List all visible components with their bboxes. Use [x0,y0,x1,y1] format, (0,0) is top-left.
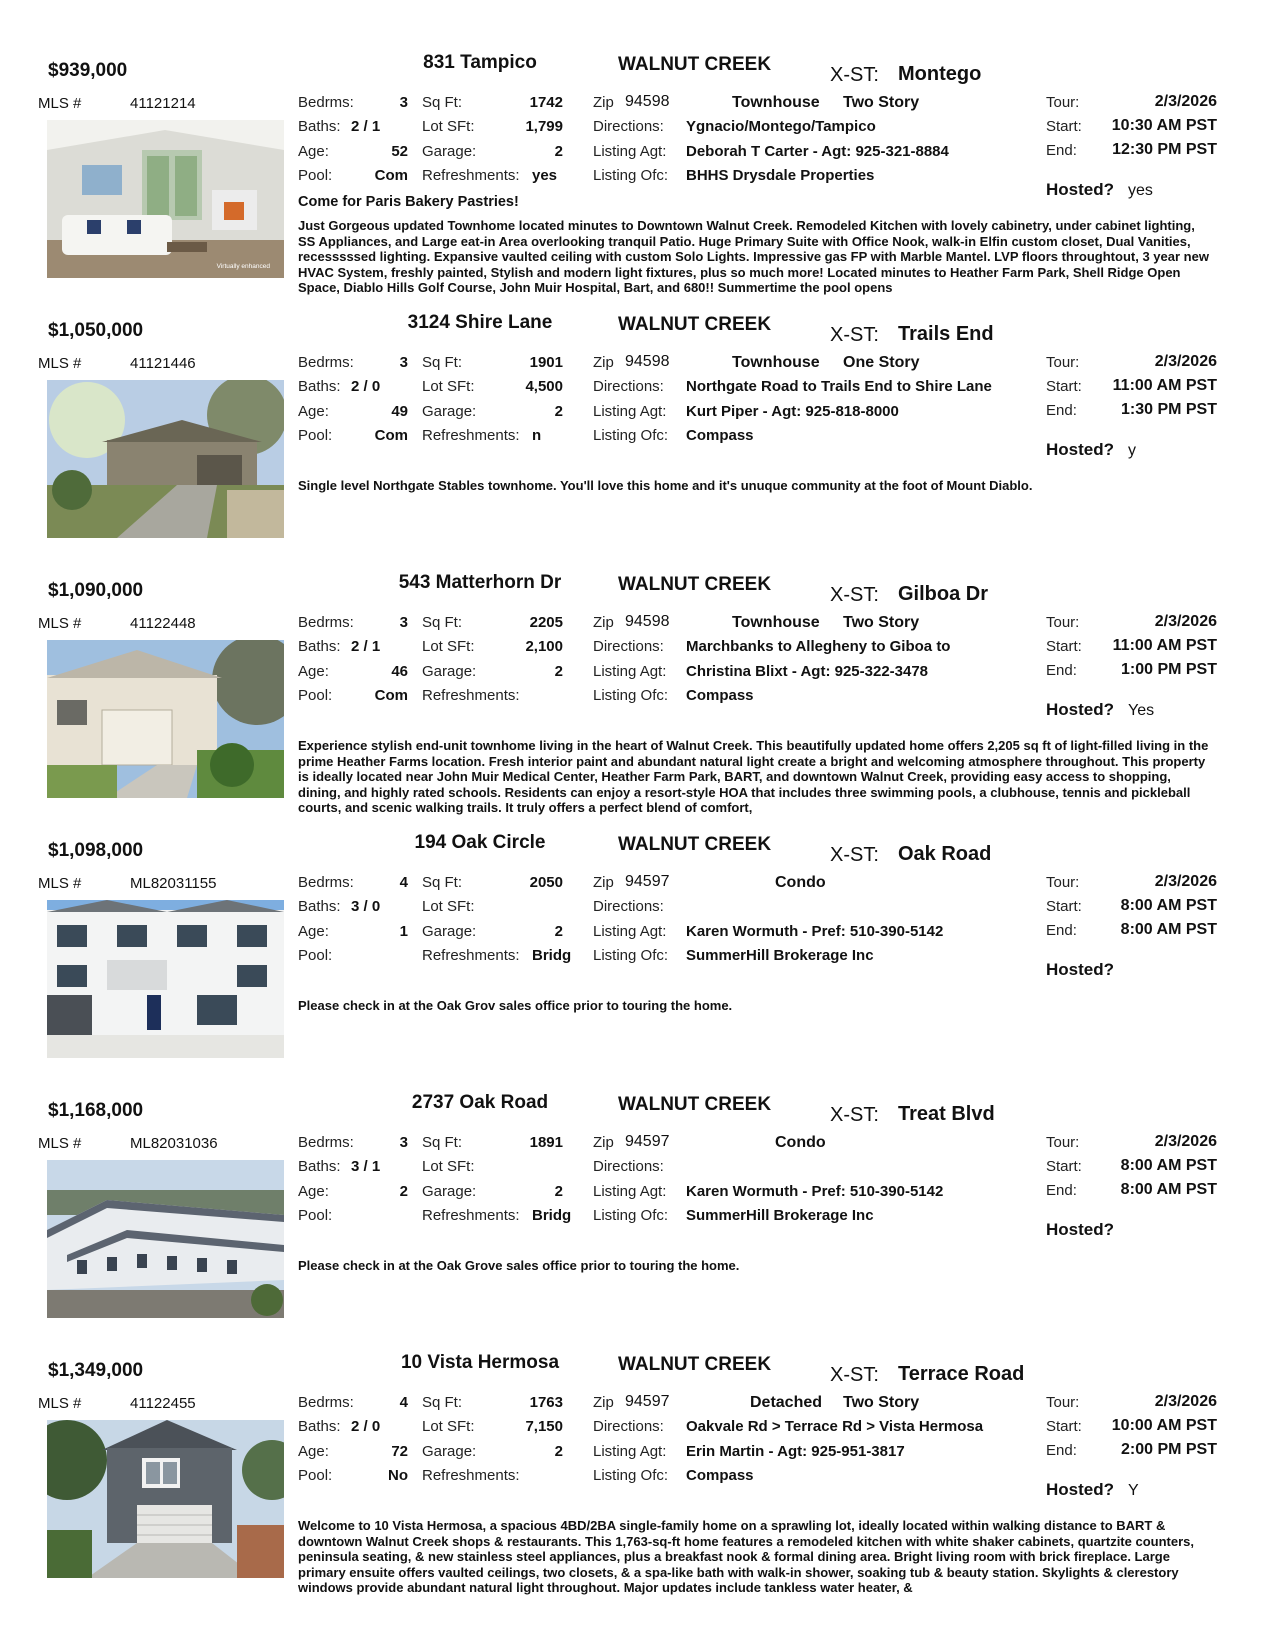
listing-price: $1,090,000 [48,580,144,601]
cross-street-label: X-ST: [830,844,879,866]
listing-office-value: SummerHill Brokerage Inc [686,1207,874,1224]
baths-value: 3 / 1 [351,1158,381,1175]
listing-city: WALNUT CREEK [618,834,772,855]
listing-tagline: Come for Paris Bakery Pastries! [298,194,519,210]
garage-value: 2 [554,1443,563,1460]
sqft-value: 1891 [529,1134,563,1151]
hosted-label: Hosted? [1046,1480,1114,1499]
aerial-condo-photo [47,1160,284,1318]
listing-agent-value: Kurt Piper - Agt: 925-818-8000 [686,403,899,420]
refreshments-value: n [532,427,542,444]
tour-label: Tour: [1046,354,1080,371]
baths-label: Baths: [298,118,341,135]
sqft-label: Sq Ft: [422,1134,463,1151]
listing-remarks: Single level Northgate Stables townhome. You'll love this home and it's unuque community at the foot of Mount Diablo. [298,478,1033,493]
bedrooms-label: Bedrms: [298,354,354,371]
listing-agent-value: Karen Wormuth - Pref: 510-390-5142 [686,1183,944,1200]
age-label: Age: [298,1183,329,1200]
pool-value: Com [374,167,408,184]
listing-office-value: SummerHill Brokerage Inc [686,947,874,964]
listing-price: $1,050,000 [48,320,144,341]
mls-label: MLS # [38,615,82,632]
cross-street-value: Trails End [898,323,994,345]
lot-sqft-value: 2,100 [525,638,563,655]
mls-number: ML82031036 [130,1135,218,1152]
zip-label: Zip [593,614,614,631]
baths-label: Baths: [298,638,341,655]
listing-agent-label: Listing Agt: [593,143,667,160]
start-time: 8:00 AM PST [1120,1157,1217,1174]
baths-value: 2 / 1 [351,638,381,655]
tour-label: Tour: [1046,614,1080,631]
end-time: 8:00 AM PST [1120,1181,1217,1198]
garage-label: Garage: [422,143,477,160]
sqft-label: Sq Ft: [422,354,463,371]
age-value: 46 [391,663,408,680]
hosted-value: y [1128,442,1136,459]
listing-price: $939,000 [48,60,128,81]
listing-office-label: Listing Ofc: [593,167,669,184]
listing-card [0,572,1275,822]
mls-number: ML82031155 [130,875,217,892]
tour-date: 2/3/2026 [1154,93,1217,110]
listing-city: WALNUT CREEK [618,574,772,595]
refreshments-label: Refreshments: [422,167,520,184]
baths-value: 2 / 0 [351,1418,381,1435]
garage-value: 2 [554,663,563,680]
baths-value: 2 / 1 [351,118,381,135]
zip-value: 94597 [625,1393,670,1410]
listing-photo [47,1160,284,1318]
end-label: End: [1046,1182,1077,1199]
garage-value: 2 [554,403,563,420]
listing-office-value: Compass [686,687,754,704]
directions-label: Directions: [593,378,664,395]
photo-note: Virtually enhanced [216,263,270,270]
end-label: End: [1046,1442,1077,1459]
property-type: Condo [775,1134,826,1151]
baths-label: Baths: [298,898,341,915]
lot-sqft-label: Lot SFt: [422,118,475,135]
age-value: 52 [391,143,408,160]
start-time: 8:00 AM PST [1120,897,1217,914]
directions-label: Directions: [593,118,664,135]
directions-label: Directions: [593,638,664,655]
start-time: 10:00 AM PST [1111,1417,1217,1434]
start-label: Start: [1046,638,1082,655]
property-type: Townhouse [732,354,820,371]
sqft-value: 2205 [529,614,563,631]
start-label: Start: [1046,118,1082,135]
zip-label: Zip [593,94,614,111]
listing-city: WALNUT CREEK [618,54,772,75]
end-label: End: [1046,662,1077,679]
sqft-value: 2050 [529,874,563,891]
tour-label: Tour: [1046,1394,1080,1411]
listing-address: 3124 Shire Lane [407,312,553,333]
refreshments-value: Bridg [532,947,572,964]
listing-price: $1,098,000 [48,840,144,861]
bedrooms-value: 3 [399,1134,408,1151]
bedrooms-label: Bedrms: [298,874,354,891]
end-label: End: [1046,922,1077,939]
refreshments-label: Refreshments: [422,1467,520,1484]
pool-label: Pool: [298,947,333,964]
listing-remarks: Please check in at the Oak Grove sales office prior to touring the home. [298,1258,740,1273]
hosted-label: Hosted? [1046,180,1114,199]
cross-street-label: X-ST: [830,1364,879,1386]
listing-address: 543 Matterhorn Dr [398,572,562,593]
end-time: 1:00 PM PST [1120,661,1217,678]
hosted-value: yes [1128,182,1153,199]
listing-card [0,1092,1275,1342]
property-type: Townhouse [732,94,820,111]
listing-office-value: Compass [686,427,754,444]
tour-label: Tour: [1046,874,1080,891]
listing-address: 194 Oak Circle [414,832,546,853]
listing-remarks: Experience stylish end-unit townhome living in the heart of Walnut Creek. This beautifully updated home offers 2,205 sq ft of light-filled living in the prime Heather Farms location. Fresh interior paint and abundant natural light create a bright and welcoming atmosphere throughout. This property is ideally located near John Muir Medical Center, Heather Farm Park, BART, and downtown Walnut Creek, providing easy access to shopping, dining, and highly rated schools. Residents can enjoy a resort-style HOA that includes three swimming pools, a clubhouse, tennis and pickleball courts, and scenic walking trails. It truly offers a perfect blend of comfort, [298,738,1209,816]
zip-label: Zip [593,1134,614,1151]
hosted-value: Yes [1128,702,1155,719]
bedrooms-value: 3 [399,94,408,111]
baths-label: Baths: [298,378,341,395]
lot-sqft-label: Lot SFt: [422,1418,475,1435]
garage-value: 2 [554,1183,563,1200]
tour-date: 2/3/2026 [1154,1393,1217,1410]
mls-label: MLS # [38,95,82,112]
lot-sqft-value: 7,150 [525,1418,563,1435]
tour-date: 2/3/2026 [1154,613,1217,630]
garage-label: Garage: [422,663,477,680]
directions-value: Northgate Road to Trails End to Shire Lane [686,378,992,395]
listing-city: WALNUT CREEK [618,1094,772,1115]
pool-label: Pool: [298,687,333,704]
start-label: Start: [1046,1418,1082,1435]
end-label: End: [1046,402,1077,419]
listing-office-label: Listing Ofc: [593,1207,669,1224]
listing-photo [47,640,284,798]
listing-office-label: Listing Ofc: [593,687,669,704]
listing-remarks: Welcome to 10 Vista Hermosa, a spacious 4BD/2BA single-family home on a sprawling lot, ideally located within walking distance to BART & downtown Walnut Creek shops & restaurants. This 1,763-sq-ft home features a remodeled kitchen with white shaker cabinets, quartzite counters, peninsula seating, & new stainless steel appliances, plus a breakfast nook & formal dining area. Bright living room with brick fireplace. Large primary ensuite offers vaulted ceilings, two closets, & a spa-like bath with walk-in shower, soaking tub & beauty station. Skylights & clerestory windows provide abundant natural light throughout. Major updates include tankless water heater, & [298,1518,1194,1596]
pool-label: Pool: [298,1207,333,1224]
mls-number: 41121214 [130,95,196,112]
garage-label: Garage: [422,923,477,940]
property-type: Detached [750,1394,823,1411]
lot-sqft-label: Lot SFt: [422,378,475,395]
listing-agent-value: Karen Wormuth - Pref: 510-390-5142 [686,923,944,940]
listing-address: 831 Tampico [423,52,537,73]
garage-label: Garage: [422,403,477,420]
age-value: 72 [391,1443,408,1460]
directions-label: Directions: [593,1418,664,1435]
listing-office-value: BHHS Drysdale Properties [686,167,875,184]
listing-remarks: Just Gorgeous updated Townhome located minutes to Downtown Walnut Creek. Remodeled Kitchen with lovely cabinetry, under cabinet lighting, SS Appliances, and Large eat-in Area overlooking tranquil Patio. Huge Primary Suite with Office Nook, walk-in Elfin custom closet, Dual Vanities, recesssssed lighting. Expansive vaulted ceiling with custom Solo Lights. Impressive gas FP with Marble Mantel. LVP floors throughtout, 3 year new HVAC System, freshly painted, Stylish and modern light fixtures, plus so much more! Located minutes to Heather Farm Park, Shell Ridge Open Space, Diablo Hills Golf Course, John Muir Hospital, Bart, and 680!! Summertime the pool opens [298,218,1209,296]
zip-value: 94597 [625,873,670,890]
listing-agent-label: Listing Agt: [593,403,667,420]
listing-office-value: Compass [686,1467,754,1484]
pool-value: Com [374,427,408,444]
mls-number: 41122455 [130,1395,196,1412]
mls-number: 41122448 [130,615,196,632]
listing-city: WALNUT CREEK [618,314,772,335]
age-value: 1 [399,923,408,940]
mls-label: MLS # [38,1395,82,1412]
cross-street-value: Treat Blvd [898,1103,995,1125]
property-style: Two Story [843,1394,920,1411]
mls-number: 41121446 [130,355,196,372]
listing-office-label: Listing Ofc: [593,947,669,964]
end-time: 8:00 AM PST [1120,921,1217,938]
lot-sqft-label: Lot SFt: [422,898,475,915]
age-value: 2 [399,1183,408,1200]
listing-address: 10 Vista Hermosa [400,1352,560,1373]
zip-label: Zip [593,354,614,371]
cross-street-value: Gilboa Dr [898,583,989,605]
listing-agent-label: Listing Agt: [593,1443,667,1460]
property-style: Two Story [843,614,920,631]
hosted-label: Hosted? [1046,960,1114,979]
lot-sqft-label: Lot SFt: [422,638,475,655]
age-label: Age: [298,403,329,420]
lot-sqft-value: 4,500 [525,378,563,395]
listing-agent-value: Christina Blixt - Agt: 925-322-3478 [686,663,929,680]
refreshments-label: Refreshments: [422,1207,520,1224]
listing-photo [47,120,284,278]
zip-value: 94598 [625,93,670,110]
listing-photo [47,1420,284,1578]
zip-value: 94598 [625,353,670,370]
start-time: 10:30 AM PST [1111,117,1217,134]
zip-label: Zip [593,1394,614,1411]
pool-value: No [388,1467,408,1484]
cross-street-label: X-ST: [830,64,879,86]
listing-agent-label: Listing Agt: [593,1183,667,1200]
condo-building-photo [47,900,284,1058]
zip-value: 94598 [625,613,670,630]
bedrooms-label: Bedrms: [298,1394,354,1411]
listing-price: $1,349,000 [48,1360,144,1381]
sqft-value: 1742 [529,94,563,111]
pool-label: Pool: [298,167,333,184]
property-type: Condo [775,874,826,891]
townhome-garage-photo [47,640,284,798]
tour-date: 2/3/2026 [1154,1133,1217,1150]
mls-label: MLS # [38,875,82,892]
bedrooms-label: Bedrms: [298,614,354,631]
bedrooms-value: 3 [399,354,408,371]
bedrooms-value: 3 [399,614,408,631]
sqft-value: 1901 [529,354,563,371]
listing-agent-label: Listing Agt: [593,923,667,940]
bedrooms-value: 4 [399,874,408,891]
refreshments-value: yes [532,167,558,184]
directions-label: Directions: [593,898,664,915]
listing-photo [47,380,284,538]
mls-label: MLS # [38,1135,82,1152]
cross-street-value: Oak Road [898,843,992,865]
garage-value: 2 [554,143,563,160]
zip-value: 94597 [625,1133,670,1150]
listing-address: 2737 Oak Road [411,1092,549,1113]
listing-card [0,312,1275,562]
listing-remarks: Please check in at the Oak Grov sales office prior to touring the home. [298,998,733,1013]
property-type: Townhouse [732,614,820,631]
zip-label: Zip [593,874,614,891]
listing-card [0,52,1275,302]
start-label: Start: [1046,898,1082,915]
refreshments-label: Refreshments: [422,427,520,444]
end-time: 1:30 PM PST [1120,401,1217,418]
end-label: End: [1046,142,1077,159]
age-label: Age: [298,1443,329,1460]
lot-sqft-label: Lot SFt: [422,1158,475,1175]
living-room-photo [47,120,284,278]
start-time: 11:00 AM PST [1112,637,1217,654]
garage-label: Garage: [422,1443,477,1460]
refreshments-label: Refreshments: [422,947,520,964]
sqft-label: Sq Ft: [422,1394,463,1411]
bedrooms-label: Bedrms: [298,1134,354,1151]
start-label: Start: [1046,1158,1082,1175]
listing-office-label: Listing Ofc: [593,427,669,444]
townhome-exterior-photo [47,380,284,538]
mls-label: MLS # [38,355,82,372]
pool-value: Com [374,687,408,704]
listing-price: $1,168,000 [48,1100,144,1121]
sqft-label: Sq Ft: [422,94,463,111]
listing-agent-label: Listing Agt: [593,663,667,680]
bedrooms-value: 4 [399,1394,408,1411]
baths-label: Baths: [298,1418,341,1435]
baths-value: 3 / 0 [351,898,381,915]
age-value: 49 [391,403,408,420]
tour-date: 2/3/2026 [1154,353,1217,370]
listing-agent-value: Erin Martin - Agt: 925-951-3817 [686,1443,905,1460]
sqft-label: Sq Ft: [422,874,463,891]
tour-label: Tour: [1046,94,1080,111]
baths-label: Baths: [298,1158,341,1175]
pool-label: Pool: [298,1467,333,1484]
directions-value: Marchbanks to Allegheny to Giboa to [686,638,951,655]
garage-label: Garage: [422,1183,477,1200]
listing-city: WALNUT CREEK [618,1354,772,1375]
directions-label: Directions: [593,1158,664,1175]
listing-office-label: Listing Ofc: [593,1467,669,1484]
age-label: Age: [298,923,329,940]
listing-card [0,1352,1275,1642]
pool-label: Pool: [298,427,333,444]
hosted-value: Y [1128,1482,1139,1499]
refreshments-value: Bridg [532,1207,572,1224]
lot-sqft-value: 1,799 [525,118,563,135]
listing-card [0,832,1275,1082]
start-label: Start: [1046,378,1082,395]
listing-agent-value: Deborah T Carter - Agt: 925-321-8884 [686,143,949,160]
baths-value: 2 / 0 [351,378,381,395]
hosted-label: Hosted? [1046,1220,1114,1239]
cross-street-value: Terrace Road [898,1363,1025,1385]
property-style: Two Story [843,94,920,111]
listing-photo [47,900,284,1058]
refreshments-label: Refreshments: [422,687,520,704]
cross-street-label: X-ST: [830,324,879,346]
tour-date: 2/3/2026 [1154,873,1217,890]
cross-street-label: X-ST: [830,1104,879,1126]
cross-street-value: Montego [898,63,982,85]
end-time: 2:00 PM PST [1120,1441,1217,1458]
directions-value: Oakvale Rd > Terrace Rd > Vista Hermosa [686,1418,984,1435]
detached-home-photo [47,1420,284,1578]
property-style: One Story [843,354,920,371]
age-label: Age: [298,143,329,160]
sqft-value: 1763 [529,1394,563,1411]
start-time: 11:00 AM PST [1112,377,1217,394]
hosted-label: Hosted? [1046,700,1114,719]
directions-value: Ygnacio/Montego/Tampico [686,118,876,135]
cross-street-label: X-ST: [830,584,879,606]
end-time: 12:30 PM PST [1112,141,1217,158]
bedrooms-label: Bedrms: [298,94,354,111]
garage-value: 2 [554,923,563,940]
sqft-label: Sq Ft: [422,614,463,631]
hosted-label: Hosted? [1046,440,1114,459]
tour-label: Tour: [1046,1134,1080,1151]
age-label: Age: [298,663,329,680]
